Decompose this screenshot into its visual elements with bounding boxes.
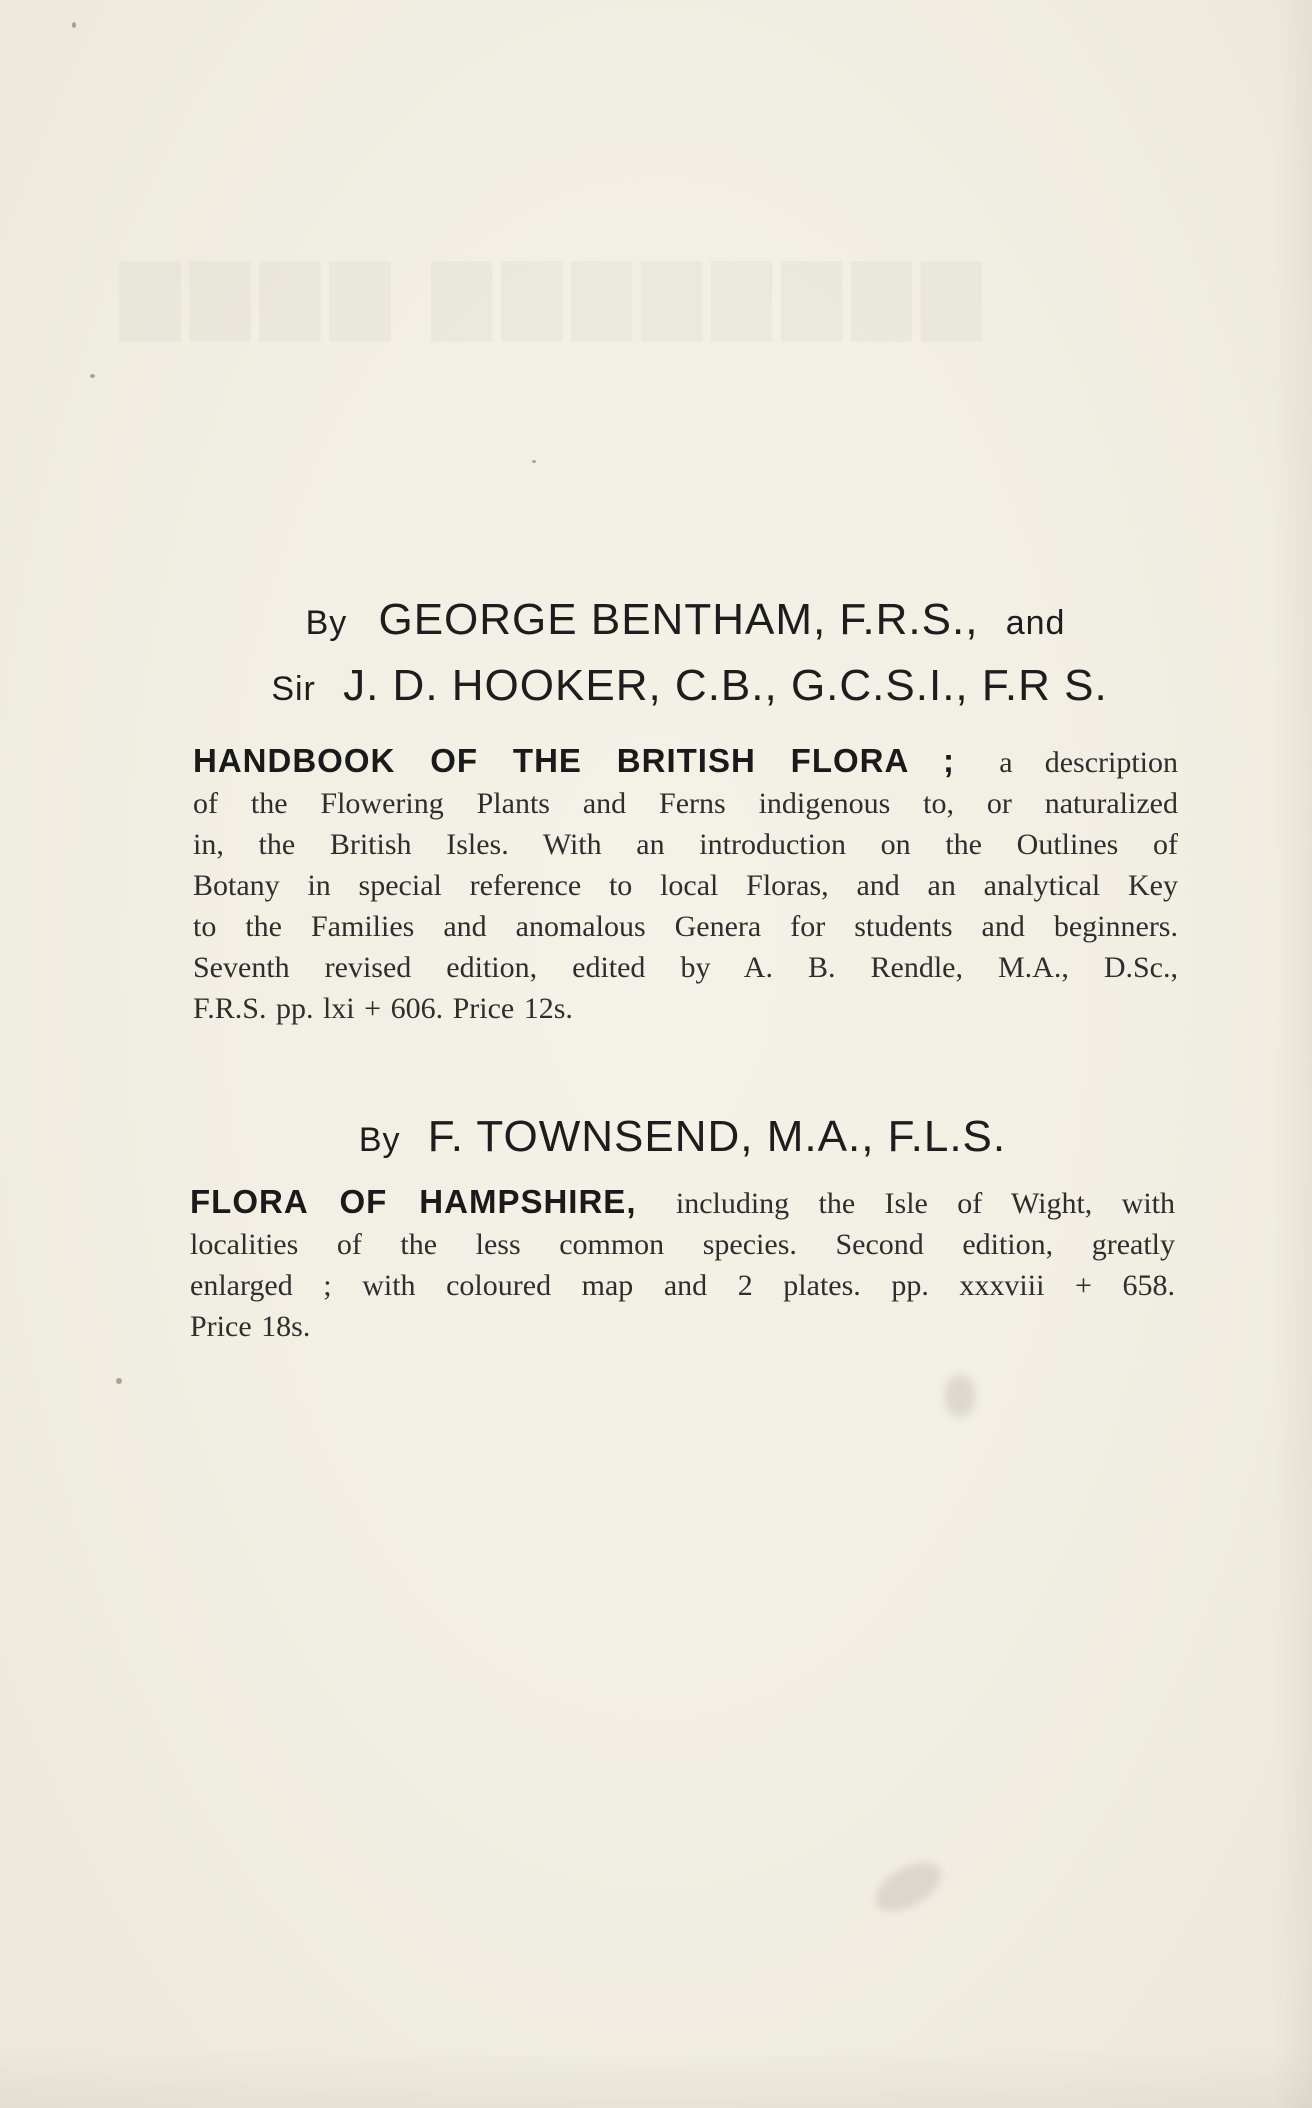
page-edge-shadow (1274, 0, 1312, 2108)
description-line: Botany in special reference to local Floras, and an analytical Key (193, 869, 1178, 902)
description-line (190, 1181, 1175, 1224)
description-text: a description (999, 746, 1179, 779)
description-line (193, 740, 1178, 783)
book-title: HANDBOOK OF THE BRITISH FLORA ; (193, 742, 955, 779)
paper-speck (90, 374, 95, 378)
paper-speck (72, 22, 76, 28)
author-byline (193, 595, 1178, 652)
book-title: FLORA OF HAMPSHIRE, (190, 1183, 637, 1220)
author-byline (190, 1112, 1175, 1169)
paper-speck (532, 460, 536, 463)
byline-prefix: By (358, 1121, 401, 1159)
paper-smudge (867, 1853, 948, 1922)
description-line: Seventh revised edition, edited by A. B. Rendle, M.A., D.Sc., (193, 951, 1178, 984)
byline-prefix: Sir (271, 670, 316, 708)
author-name: GEORGE BENTHAM, F.R.S., (378, 595, 979, 644)
description-text: including the Isle of Wight, with (675, 1187, 1175, 1220)
book-description (193, 740, 1178, 1029)
description-line: in, the British Isles. With an introduction on the Outlines of (193, 828, 1178, 861)
description-line: F.R.S. pp. lxi + 606. Price 12s. (193, 992, 573, 1025)
book-description (190, 1181, 1175, 1347)
page-bottom-shadow (0, 2048, 1312, 2108)
entry-bentham-hooker (193, 595, 1179, 1029)
description-line: localities of the less common species. Second edition, greatly (190, 1228, 1175, 1261)
paper-speck (116, 1378, 122, 1384)
author-byline (193, 661, 1178, 718)
description-line: of the Flowering Plants and Ferns indigenous to, or naturalized (193, 787, 1178, 820)
bleed-through-texture: ▇▇▇▇ ▇▇▇▇▇▇▇▇ (120, 251, 992, 339)
byline-prefix: By (305, 604, 348, 642)
byline-conjunction: and (1005, 604, 1066, 642)
description-line: Price 18s. (190, 1310, 311, 1343)
entry-townsend (190, 1112, 1175, 1347)
author-name: J. D. HOOKER, C.B., G.C.S.I., F.R S. (343, 661, 1108, 710)
description-line: enlarged ; with coloured map and 2 plates. pp. xxxviii + 658. (190, 1269, 1175, 1302)
description-line: to the Families and anomalous Genera for students and beginners. (193, 910, 1178, 943)
paper-smudge (945, 1375, 975, 1417)
author-name: F. TOWNSEND, M.A., F.L.S. (427, 1112, 1007, 1161)
